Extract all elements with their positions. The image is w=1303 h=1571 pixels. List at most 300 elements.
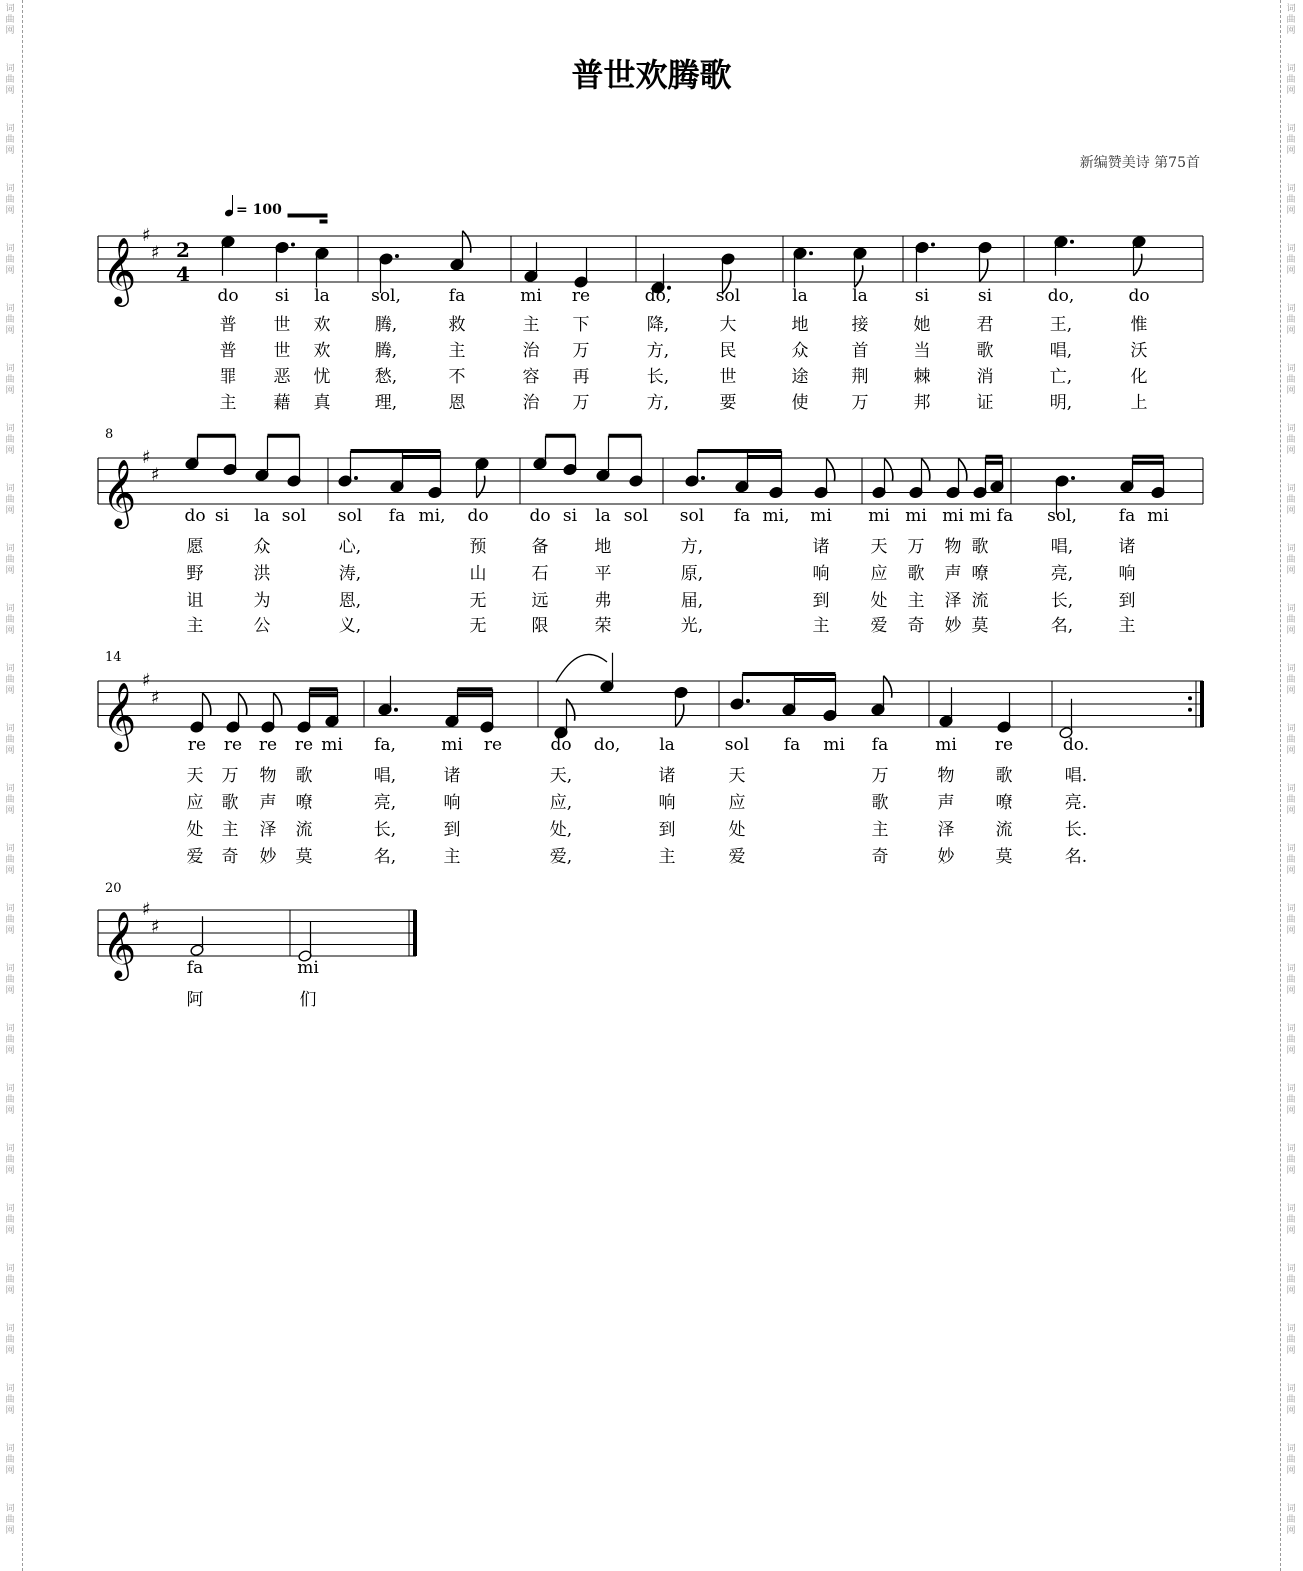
lyric-verse-3: 到 <box>658 820 676 840</box>
lyric-verse-2: 世 <box>273 341 291 361</box>
treble-clef: 𝄞 <box>102 458 137 526</box>
watermark-text: 词 曲 网 <box>1286 904 1296 936</box>
lyric-verse-1: 君 <box>976 315 994 335</box>
lyric-verse-2: 治 <box>522 341 540 361</box>
lyric-verse-1: 物 <box>944 537 962 557</box>
lyric-verse-3: 棘 <box>913 367 931 387</box>
lyric-verse-1: 诸 <box>443 766 461 786</box>
watermark-text: 词 曲 网 <box>1286 124 1296 156</box>
lyric-verse-1: 歌 <box>995 766 1013 786</box>
sharp-f: ♯ <box>142 899 151 920</box>
lyric-verse-3: 泽 <box>937 820 955 840</box>
measure-number-14: 14 <box>105 650 122 665</box>
lyric-verse-1: 天, <box>549 766 573 786</box>
lyric-verse-4: 主 <box>1118 616 1136 636</box>
lyric-verse-4: 爱 <box>728 847 746 867</box>
lyric-verse-4: 明, <box>1049 393 1073 413</box>
lyric-verse-1: 物 <box>937 766 955 786</box>
lyric-verse-4: 义, <box>338 616 362 636</box>
lyric-verse-1: 物 <box>259 766 277 786</box>
lyric-verse-4: 奇 <box>907 616 925 636</box>
lyric-verse-1: 万 <box>907 537 925 557</box>
lyric-verse-3: 到 <box>1118 591 1136 611</box>
lyric-verse-3: 途 <box>791 367 809 387</box>
lyric-verse-1: 愿 <box>186 537 204 557</box>
lyric-verse-1: 降, <box>646 315 670 335</box>
solfege-syllable: re <box>223 735 243 755</box>
lyric-verse-3: 荆 <box>851 367 869 387</box>
lyric-verse-4: 爱 <box>186 847 204 867</box>
watermark-text: 词 曲 网 <box>5 964 15 996</box>
solfege-syllable: re <box>483 735 503 755</box>
lyric-verse-2: 唱, <box>1049 341 1073 361</box>
note-dot <box>746 699 750 703</box>
watermark-text: 词 曲 网 <box>1286 604 1296 636</box>
solfege-syllable: si <box>914 286 930 306</box>
watermark-text: 词 曲 网 <box>1286 1144 1296 1176</box>
lyric-verse-4: 主 <box>443 847 461 867</box>
lyric-verse-1: 诸 <box>658 766 676 786</box>
watermark-text: 词 曲 网 <box>5 784 15 816</box>
lyric-verse-4: 万 <box>851 393 869 413</box>
lyric-verse-2: 众 <box>791 341 809 361</box>
solfege-syllable: do <box>550 735 572 755</box>
lyric-verse-3: 远 <box>531 591 549 611</box>
tempo-marking: = 100 <box>236 202 282 218</box>
lyric-verse-4: 主 <box>812 616 830 636</box>
watermark-text: 词 曲 网 <box>1286 1024 1296 1056</box>
solfege-syllable: mi <box>297 958 319 978</box>
lyric-verse-2: 石 <box>531 564 549 584</box>
lyric-verse-3: 愁, <box>374 367 398 387</box>
lyric-verse-4: 使 <box>791 393 809 413</box>
lyric-verse-4: 主 <box>186 616 204 636</box>
watermark-text: 词 曲 网 <box>1286 244 1296 276</box>
lyric-verse-2: 响 <box>658 793 676 813</box>
time-signature-bottom: 4 <box>176 262 190 286</box>
treble-clef: 𝄞 <box>102 681 137 749</box>
lyric-verse-4: 爱, <box>549 847 573 867</box>
watermark-text: 词 曲 网 <box>5 424 15 456</box>
solfege-syllable: la <box>254 506 270 526</box>
repeat-dot <box>1188 696 1192 700</box>
solfege-syllable: re <box>187 735 207 755</box>
lyric-verse-1: 天 <box>728 766 746 786</box>
lyric-verse-1: 唱, <box>373 766 397 786</box>
lyric-verse-3: 长. <box>1064 820 1088 840</box>
lyric-verse-4: 莫 <box>995 847 1013 867</box>
lyric-verse-2: 方, <box>646 341 670 361</box>
solfege-syllable: do, <box>1047 286 1075 306</box>
watermark-text: 词 曲 网 <box>5 304 15 336</box>
watermark-text: 词 曲 网 <box>5 4 15 36</box>
solfege-syllable: mi, <box>762 506 790 526</box>
lyric-verse-2: 声 <box>944 564 962 584</box>
lyric-verse-3: 到 <box>812 591 830 611</box>
lyric-verse-1: 唱, <box>1050 537 1074 557</box>
solfege-syllable: mi, <box>418 506 446 526</box>
solfege-syllable: la <box>792 286 808 306</box>
lyric-verse-1: 方, <box>680 537 704 557</box>
lyric-verse-2: 响 <box>1118 564 1136 584</box>
lyric-verse-1: 万 <box>221 766 239 786</box>
lyric-verse-3: 化 <box>1130 367 1148 387</box>
watermark-text: 词 曲 网 <box>5 1444 15 1476</box>
lyric-verse-4: 莫 <box>295 847 313 867</box>
watermark-text: 词 曲 网 <box>5 184 15 216</box>
lyric-verse-3: 诅 <box>186 591 204 611</box>
lyric-verse-2: 应 <box>186 793 204 813</box>
watermark-text: 词 曲 网 <box>5 64 15 96</box>
lyric-verse-3: 处, <box>549 820 573 840</box>
hymnal-source: 新编赞美诗 第75首 <box>1079 155 1200 171</box>
lyric-verse-4: 名, <box>1050 616 1074 636</box>
solfege-syllable: la <box>314 286 330 306</box>
song-title: 普世欢腾歌 <box>571 56 732 94</box>
watermark-text: 词 曲 网 <box>1286 64 1296 96</box>
watermark-text: 词 曲 网 <box>5 724 15 756</box>
lyric-verse-4: 证 <box>976 393 994 413</box>
solfege-syllable: mi <box>942 506 964 526</box>
lyric-verse-3: 泽 <box>944 591 962 611</box>
lyric-verse-4: 奇 <box>221 847 239 867</box>
lyric-verse-4: 荣 <box>594 616 612 636</box>
watermark-text: 词 曲 网 <box>1286 784 1296 816</box>
solfege-syllable: sol <box>337 506 363 526</box>
measure-number-8: 8 <box>105 427 114 442</box>
solfege-syllable: la <box>595 506 611 526</box>
solfege-syllable: fa, <box>374 735 396 755</box>
solfege-syllable: fa <box>783 735 801 755</box>
lyric-verse-3: 无 <box>469 591 487 611</box>
note-dot <box>354 476 358 480</box>
lyric-verse-2: 洪 <box>253 564 271 584</box>
watermark-text: 词 曲 网 <box>5 1144 15 1176</box>
solfege-syllable: re <box>994 735 1014 755</box>
watermark-text: 词 曲 网 <box>1286 1384 1296 1416</box>
lyric-verse-4: 上 <box>1130 393 1148 413</box>
lyric-verse-2: 应 <box>870 564 888 584</box>
solfege-syllable: re <box>294 735 314 755</box>
solfege-syllable: mi <box>520 286 542 306</box>
lyric-verse-1: 地 <box>594 537 612 557</box>
lyric-verse-2: 山 <box>469 564 487 584</box>
watermark-text: 词 曲 网 <box>1286 1504 1296 1536</box>
lyric-verse-3: 泽 <box>259 820 277 840</box>
lyric-verse-3: 处 <box>186 820 204 840</box>
solfege-syllable: si <box>562 506 578 526</box>
lyric-verse-4: 公 <box>253 616 271 636</box>
lyric-verse-1: 歌 <box>971 537 989 557</box>
lyric-verse-4: 邦 <box>913 393 931 413</box>
lyric-verse-2: 歌 <box>976 341 994 361</box>
solfege-syllable: si <box>274 286 290 306</box>
sharp-f: ♯ <box>142 670 151 691</box>
final-barline <box>1200 681 1204 727</box>
lyric-verse-2: 首 <box>851 341 869 361</box>
lyric-verse-2: 声 <box>937 793 955 813</box>
solfege-syllable: sol <box>281 506 307 526</box>
lyric-verse-4: 藉 <box>273 393 291 413</box>
note-dot <box>1070 240 1074 244</box>
lyric-verse-3: 亡, <box>1049 367 1073 387</box>
sharp-c: ♯ <box>151 464 160 486</box>
watermark-text: 词 曲 网 <box>1286 184 1296 216</box>
lyric-verse-2: 欢 <box>313 341 331 361</box>
lyric-verse-3: 恩, <box>338 591 362 611</box>
solfege-syllable: si <box>977 286 993 306</box>
watermark-text: 词 曲 网 <box>5 1024 15 1056</box>
lyric-verse-1: 心, <box>338 537 362 557</box>
lyric-verse-1: 歌 <box>295 766 313 786</box>
solfege-syllable: do <box>529 506 551 526</box>
treble-clef: 𝄞 <box>102 236 137 304</box>
watermark-text: 词 曲 网 <box>1286 724 1296 756</box>
lyric-verse-4: 名. <box>1064 847 1088 867</box>
lyric-verse-2: 沃 <box>1130 341 1148 361</box>
lyric-verse-3: 不 <box>448 367 466 387</box>
watermark-text: 词 曲 网 <box>1286 1264 1296 1296</box>
lyric-verse-3: 长, <box>1050 591 1074 611</box>
treble-clef: 𝄞 <box>102 910 137 978</box>
lyric-verse-1: 阿 <box>186 990 204 1010</box>
lyric-verse-4: 妙 <box>937 847 955 867</box>
watermark-text: 词 曲 网 <box>5 124 15 156</box>
solfege-syllable: do. <box>1062 735 1090 755</box>
lyric-verse-3: 流 <box>295 820 313 840</box>
lyric-verse-4: 主 <box>658 847 676 867</box>
solfege-syllable: mi <box>823 735 845 755</box>
slur <box>556 654 607 682</box>
lyric-verse-3: 处 <box>728 820 746 840</box>
note-dot <box>1071 476 1075 480</box>
lyric-verse-4: 要 <box>719 393 737 413</box>
watermark-text: 词 曲 网 <box>5 844 15 876</box>
solfege-syllable: sol, <box>371 286 401 306</box>
lyric-verse-2: 当 <box>913 341 931 361</box>
lyric-verse-3: 长, <box>646 367 670 387</box>
lyric-verse-3: 流 <box>995 820 1013 840</box>
lyric-verse-3: 为 <box>253 591 271 611</box>
watermark-text: 词 曲 网 <box>1286 364 1296 396</box>
solfege-syllable: mi <box>935 735 957 755</box>
lyric-verse-2: 涛, <box>338 564 362 584</box>
watermark-text: 词 曲 网 <box>1286 964 1296 996</box>
note-flag <box>477 476 485 498</box>
lyric-verse-1: 预 <box>469 537 487 557</box>
lyric-verse-4: 恩 <box>448 393 466 413</box>
watermark-text: 词 曲 网 <box>5 664 15 696</box>
lyric-verse-3: 主 <box>871 820 889 840</box>
watermark-text: 词 曲 网 <box>1286 664 1296 696</box>
lyric-verse-1: 诸 <box>1118 537 1136 557</box>
watermark-text: 词 曲 网 <box>1286 844 1296 876</box>
lyric-verse-2: 响 <box>443 793 461 813</box>
solfege-syllable: re <box>258 735 278 755</box>
sharp-f: ♯ <box>142 447 151 468</box>
solfege-syllable: do, <box>644 286 672 306</box>
lyric-verse-1: 们 <box>299 990 317 1010</box>
watermark-text: 词 曲 网 <box>1286 424 1296 456</box>
solfege-syllable: mi <box>810 506 832 526</box>
lyric-verse-3: 罪 <box>219 367 237 387</box>
solfege-syllable: sol <box>715 286 741 306</box>
solfege-syllable: sol <box>623 506 649 526</box>
solfege-syllable: do, <box>593 735 621 755</box>
lyric-verse-2: 亮, <box>373 793 397 813</box>
lyric-verse-4: 名, <box>373 847 397 867</box>
solfege-syllable: mi <box>321 735 343 755</box>
lyric-verse-4: 妙 <box>259 847 277 867</box>
solfege-syllable: mi <box>868 506 890 526</box>
watermark-text: 词 曲 网 <box>5 904 15 936</box>
lyric-verse-2: 嘹 <box>295 793 313 813</box>
watermark-text: 词 曲 网 <box>5 484 15 516</box>
watermark-text: 词 曲 网 <box>1286 544 1296 576</box>
note-flag <box>884 676 892 698</box>
solfege-syllable: do <box>467 506 489 526</box>
lyric-verse-2: 原, <box>680 564 704 584</box>
watermark-text: 词 曲 网 <box>1286 1084 1296 1116</box>
watermark-text: 词 曲 网 <box>5 1384 15 1416</box>
solfege-syllable: la <box>852 286 868 306</box>
lyric-verse-2: 野 <box>186 564 204 584</box>
lyric-verse-1: 欢 <box>313 315 331 335</box>
watermark-text: 词 曲 网 <box>5 244 15 276</box>
lyric-verse-4: 爱 <box>870 616 888 636</box>
lyric-verse-1: 腾, <box>374 315 398 335</box>
lyric-verse-1: 主 <box>522 315 540 335</box>
lyric-verse-2: 歌 <box>871 793 889 813</box>
note-dot <box>394 708 398 712</box>
solfege-syllable: mi <box>905 506 927 526</box>
note-dot <box>291 243 295 247</box>
watermark-text: 词 曲 网 <box>5 1324 15 1356</box>
lyric-verse-1: 救 <box>448 315 466 335</box>
lyric-verse-2: 响 <box>812 564 830 584</box>
lyric-verse-2: 声 <box>259 793 277 813</box>
lyric-verse-3: 消 <box>976 367 994 387</box>
lyric-verse-4: 理, <box>374 393 398 413</box>
note-flag <box>463 231 471 253</box>
note-dot <box>395 254 399 258</box>
solfege-syllable: la <box>659 735 675 755</box>
lyric-verse-2: 歌 <box>221 793 239 813</box>
lyric-verse-1: 下 <box>572 315 590 335</box>
solfege-syllable: si <box>214 506 230 526</box>
solfege-syllable: re <box>571 286 591 306</box>
solfege-syllable: fa <box>186 958 204 978</box>
lyric-verse-1: 众 <box>253 537 271 557</box>
solfege-syllable: do <box>1128 286 1150 306</box>
watermark-text: 词 曲 网 <box>1286 4 1296 36</box>
sharp-c: ♯ <box>151 687 160 709</box>
lyric-verse-2: 民 <box>719 341 737 361</box>
note-flag <box>1134 254 1142 276</box>
lyric-verse-2: 普 <box>219 341 237 361</box>
lyric-verse-4: 限 <box>531 616 549 636</box>
watermark-text: 词 曲 网 <box>1286 484 1296 516</box>
lyric-verse-1: 王, <box>1049 315 1073 335</box>
lyric-verse-1: 惟 <box>1130 315 1148 335</box>
lyric-verse-1: 普 <box>219 315 237 335</box>
lyric-verse-3: 恶 <box>273 367 291 387</box>
lyric-verse-2: 亮. <box>1064 793 1088 813</box>
watermark-text: 词 曲 网 <box>1286 1444 1296 1476</box>
solfege-syllable: fa <box>388 506 406 526</box>
watermark-text: 词 曲 网 <box>5 1084 15 1116</box>
lyric-verse-1: 世 <box>273 315 291 335</box>
watermark-text: 词 曲 网 <box>1286 304 1296 336</box>
note-flag <box>855 265 863 287</box>
lyric-verse-3: 主 <box>221 820 239 840</box>
lyric-verse-3: 流 <box>971 591 989 611</box>
solfege-syllable: mi <box>441 735 463 755</box>
lyric-verse-1: 唱. <box>1064 766 1088 786</box>
lyric-verse-3: 再 <box>572 367 590 387</box>
lyric-verse-4: 光, <box>680 616 704 636</box>
lyric-verse-2: 应, <box>549 793 573 813</box>
lyric-verse-1: 地 <box>791 315 809 335</box>
watermark-text: 词 曲 网 <box>5 1264 15 1296</box>
solfege-syllable: sol <box>724 735 750 755</box>
lyric-verse-2: 万 <box>572 341 590 361</box>
time-signature-top: 2 <box>176 238 190 262</box>
sharp-c: ♯ <box>151 242 160 264</box>
lyric-verse-4: 方, <box>646 393 670 413</box>
sharp-f: ♯ <box>142 225 151 246</box>
solfege-syllable: fa <box>733 506 751 526</box>
note-dot <box>809 251 813 255</box>
lyric-verse-2: 嘹 <box>995 793 1013 813</box>
solfege-syllable: sol, <box>1047 506 1077 526</box>
lyric-verse-2: 歌 <box>907 564 925 584</box>
watermark-text: 词 曲 网 <box>1286 1204 1296 1236</box>
watermark-text: 词 曲 网 <box>5 544 15 576</box>
lyric-verse-4: 无 <box>469 616 487 636</box>
lyric-verse-3: 届, <box>680 591 704 611</box>
lyric-verse-4: 治 <box>522 393 540 413</box>
lyric-verse-1: 天 <box>870 537 888 557</box>
lyric-verse-4: 奇 <box>871 847 889 867</box>
watermark-text: 词 曲 网 <box>5 1204 15 1236</box>
solfege-syllable: sol <box>679 506 705 526</box>
measure-number-20: 20 <box>105 881 122 896</box>
lyric-verse-1: 大 <box>719 315 737 335</box>
lyric-verse-1: 备 <box>531 537 549 557</box>
lyric-verse-4: 莫 <box>971 616 989 636</box>
lyric-verse-1: 她 <box>913 315 931 335</box>
lyric-verse-2: 应 <box>728 793 746 813</box>
lyric-verse-3: 弗 <box>594 591 612 611</box>
lyric-verse-3: 容 <box>522 367 540 387</box>
solfege-syllable: fa <box>871 735 889 755</box>
lyric-verse-3: 主 <box>907 591 925 611</box>
final-barline <box>413 910 417 956</box>
lyric-verse-2: 嘹 <box>971 564 989 584</box>
lyric-verse-2: 主 <box>448 341 466 361</box>
watermark-text: 词 曲 网 <box>1286 1324 1296 1356</box>
solfege-syllable: fa <box>448 286 466 306</box>
lyric-verse-2: 亮, <box>1050 564 1074 584</box>
lyric-verse-1: 接 <box>851 315 869 335</box>
watermark-text: 词 曲 网 <box>5 364 15 396</box>
solfege-syllable: fa <box>996 506 1014 526</box>
repeat-dot <box>1188 708 1192 712</box>
lyric-verse-3: 世 <box>719 367 737 387</box>
lyric-verse-2: 平 <box>594 564 612 584</box>
lyric-verse-4: 妙 <box>944 616 962 636</box>
